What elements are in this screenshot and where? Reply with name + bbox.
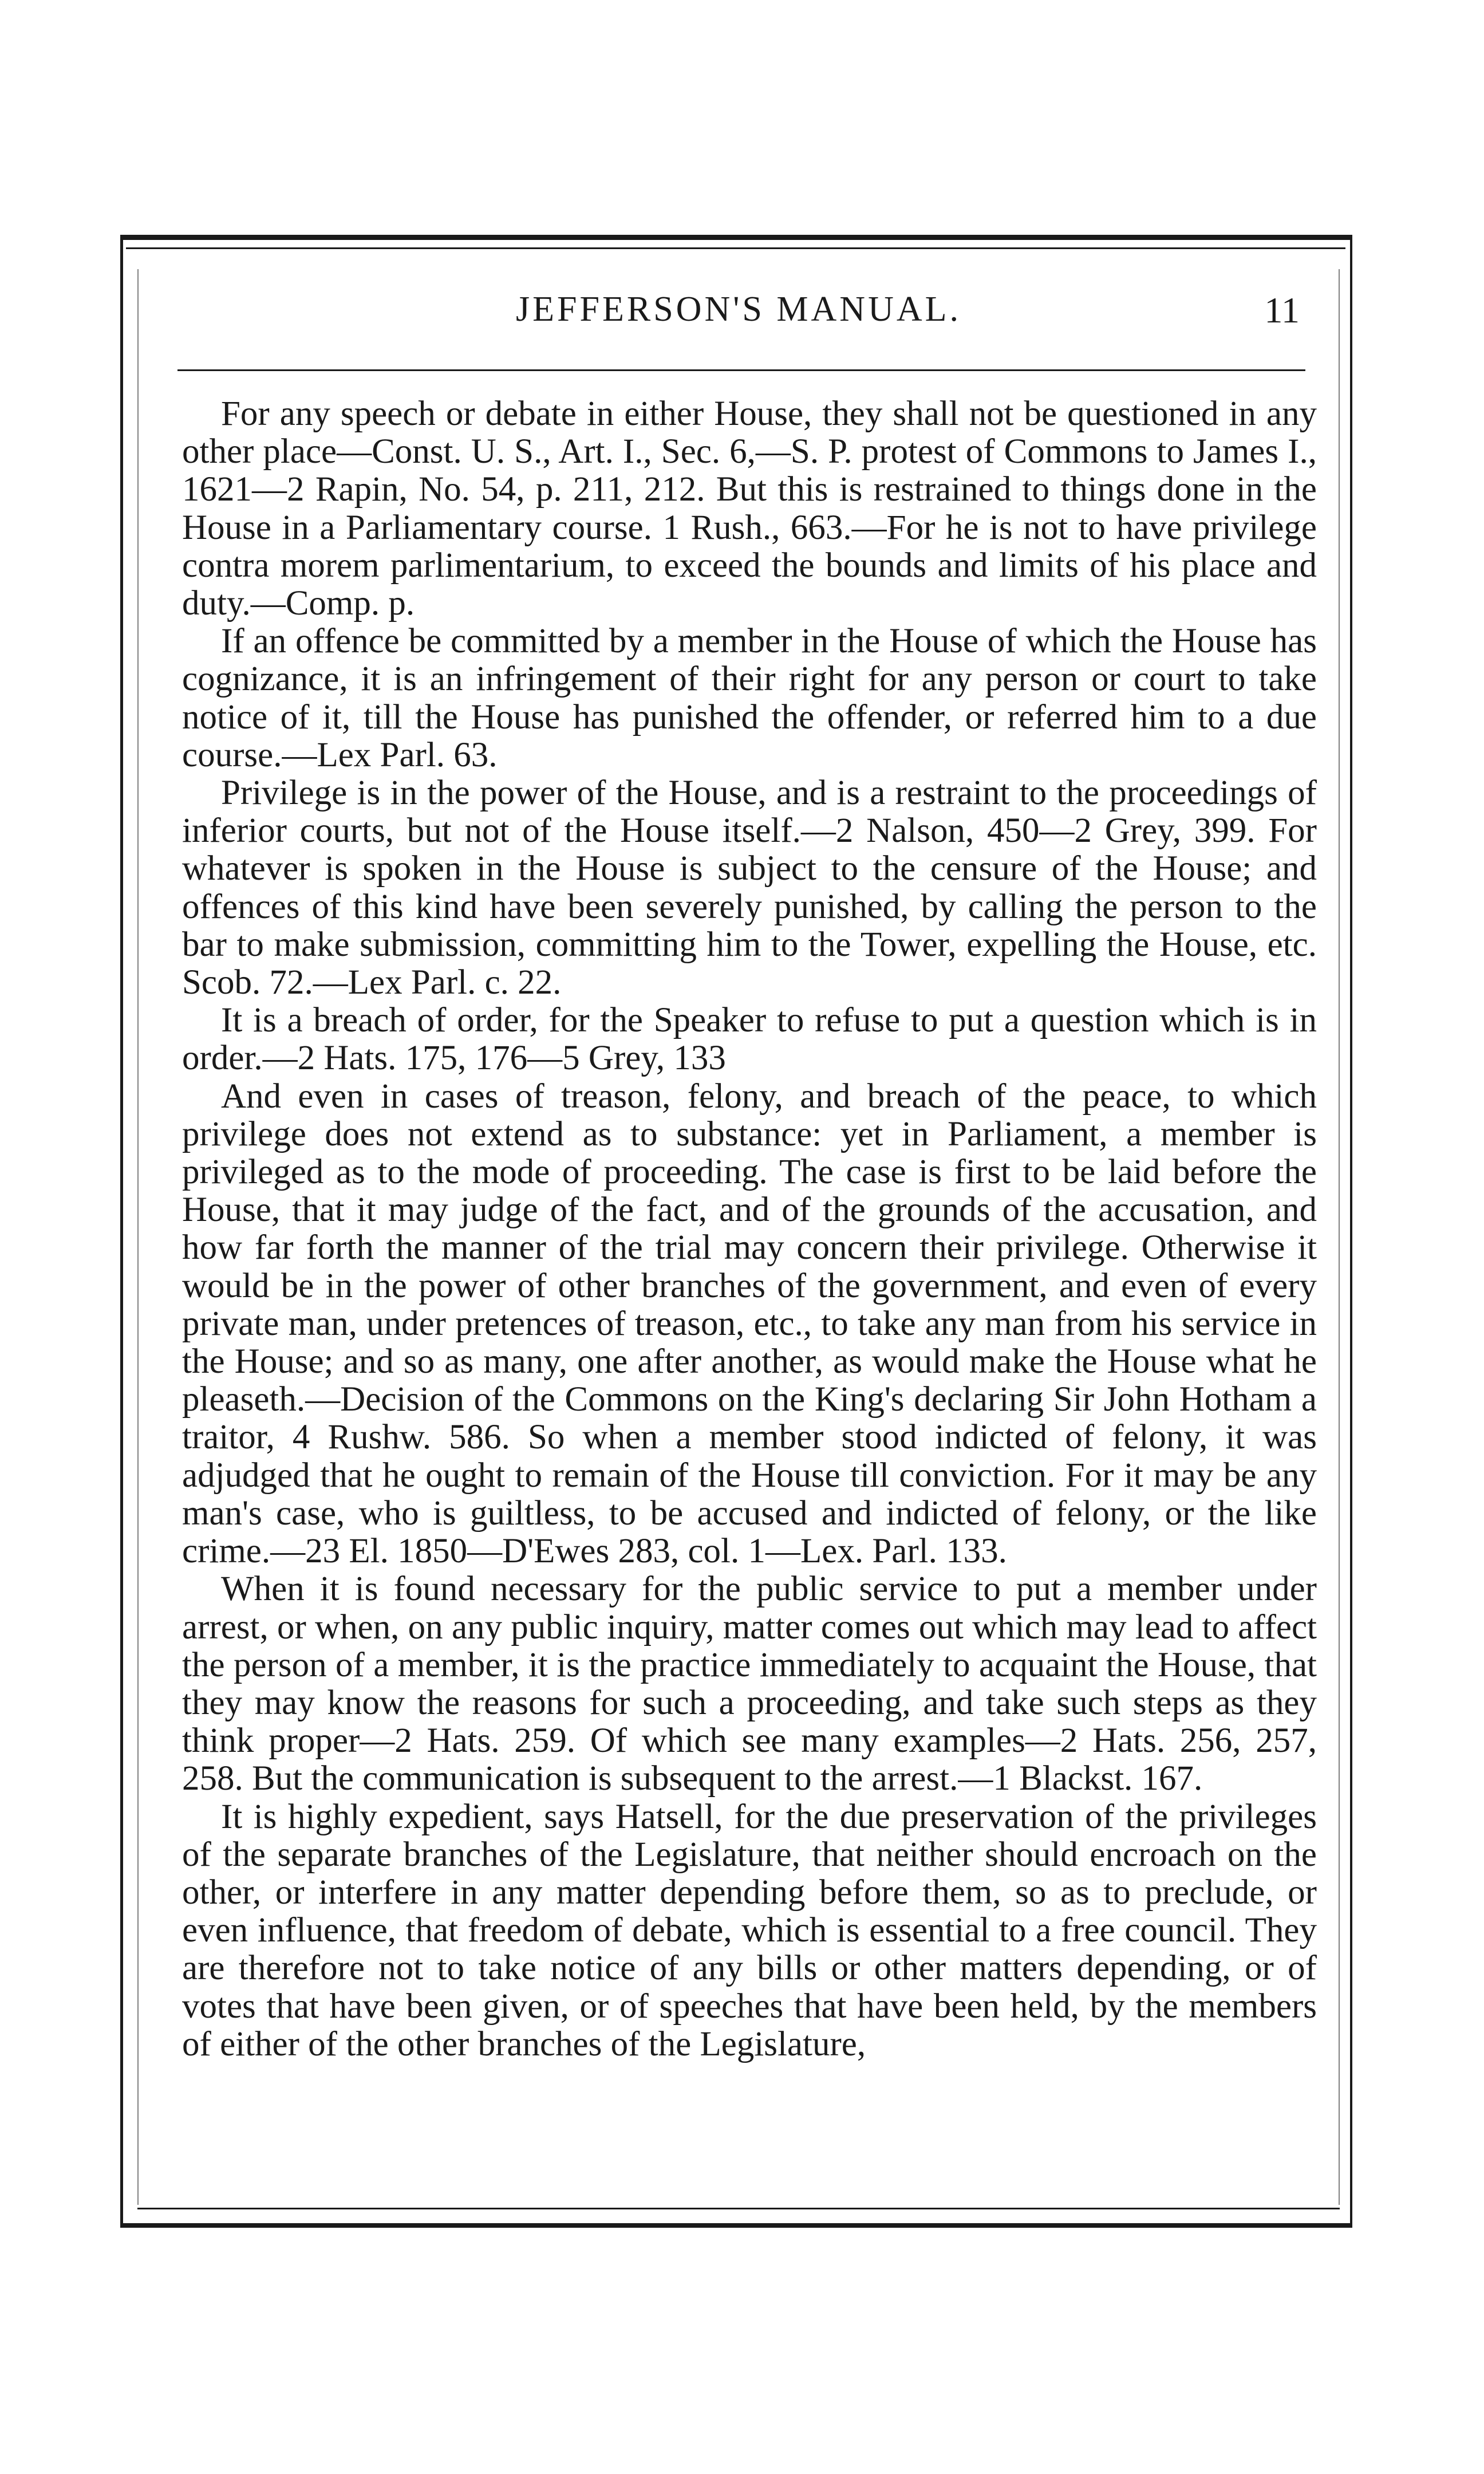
paragraph-6: When it is found necessary for the public service to put a member under arrest, or when, on any public inquiry, matter comes out which may lead to affect the person of a member, it is the practice immediately to acquaint the House, that they may know the reasons for such a proceeding, and take such steps as they think proper—2 Hats. 259. Of which see many examples—2 Hats. 256, 257, 258. But the communication is subsequent to the arrest.—1 Blackst. 167. xyxy=(182,1570,1317,1798)
body-text xyxy=(182,395,1317,2063)
paragraph-5: And even in cases of treason, felony, and breach of the peace, to which privilege does not extend as to substance: yet in Parliament, a member is privileged as to the mode of proceeding. The case is first to be laid before the House, that it may judge of the fact, and of the grounds of the accusation, and how far forth the manner of the trial may concern their privilege. Otherwise it would be in the power of other branches of the government, and even of every private man, under pretences of treason, etc., to take any man from his service in the House; and so as many, one after another, as would make the House what he pleaseth.—Decision of the Commons on the King's declaring Sir John Hotham a traitor, 4 Rushw. 586. So when a member stood indicted of felony, it was adjudged that he ought to remain of the House till conviction. For it may be any man's case, who is guiltless, to be accused and indicted of felony, or the like crime.—23 El. 1850—D'Ewes 283, col. 1—Lex. Parl. 133. xyxy=(182,1077,1317,1571)
paragraph-3: Privilege is in the power of the House, and is a restraint to the proceedings of inferior courts, but not of the House itself.—2 Nalson, 450—2 Grey, 399. For whatever is spoken in the House is subject to the censure of the House; and offences of this kind have been severely punished, by calling the person to the bar to make submission, committing him to the Tower, expelling the House, etc. Scob. 72.—Lex Parl. c. 22. xyxy=(182,774,1317,1002)
left-border xyxy=(120,235,123,2228)
header-rule xyxy=(177,369,1305,371)
paragraph-7: It is highly expedient, says Hatsell, for the due preservation of the privileges of the separate branches of the Legislature, that neither should encroach on the other, or interfere in any matter depending before them, so as to preclude, or even influence, that freedom of debate, which is essential to a free council. They are therefore not to take notice of any bills or other matters depending, or of votes that have been given, or of speeches that have been held, by the members of either of the other branches of the Legislature, xyxy=(182,1797,1317,2063)
left-inner-border xyxy=(137,269,139,2205)
right-border xyxy=(1350,235,1352,2228)
paragraph-2: If an offence be committed by a member in the House of which the House has cognizance, it is an infringement of their right for any person or court to take notice of it, till the House has punished the offender, or referred him to a due course.—Lex Parl. 63. xyxy=(182,622,1317,774)
page-number: 11 xyxy=(1264,290,1300,330)
running-title: JEFFERSON'S MANUAL. xyxy=(516,290,961,329)
page-header xyxy=(137,289,1340,346)
top-border-thin xyxy=(126,247,1345,249)
top-border-thick xyxy=(120,235,1351,240)
bottom-border-thin xyxy=(137,2208,1340,2209)
paragraph-4: It is a breach of order, for the Speaker to refuse to put a question which is in order.—2 Hats. 175, 176—5 Grey, 133 xyxy=(182,1001,1317,1078)
paragraph-1: For any speech or debate in either House, they shall not be questioned in any other place—Const. U. S., Art. I., Sec. 6,—S. P. protest of Commons to James I., 1621—2 Rapin, No. 54, p. 211, 212. But this is restrained to things done in the House in a Parliamentary course. 1 Rush., 663.—For he is not to have privilege contra morem parlimentarium, to exceed the bounds and limits of his place and duty.—Comp. p. xyxy=(182,395,1317,623)
right-inner-border xyxy=(1339,269,1340,2205)
bottom-border-thick xyxy=(120,2223,1351,2228)
